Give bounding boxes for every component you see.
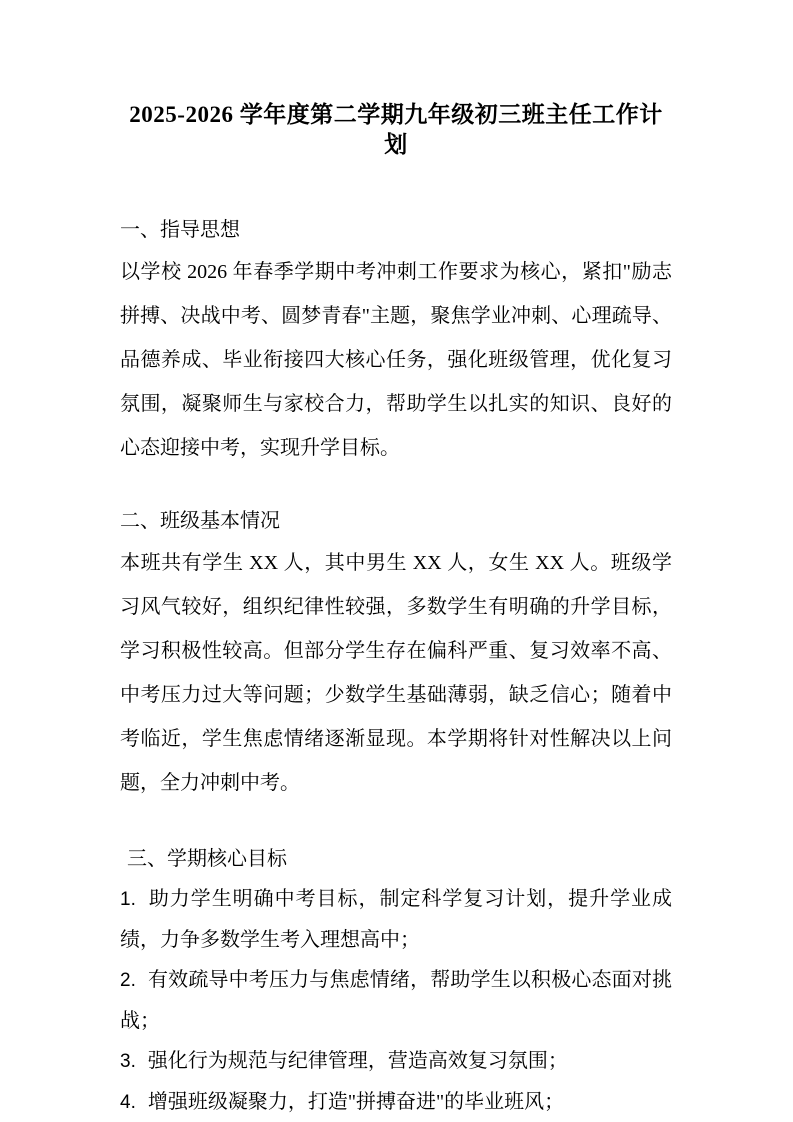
list-item-goal-2 bbox=[120, 960, 672, 1041]
list-item-text: 强化行为规范与纪律管理，营造高效复习氛围； bbox=[147, 1050, 568, 1072]
list-item-goal-4 bbox=[120, 1082, 672, 1122]
paragraph-class-situation: 本班共有学生 XX 人，其中男生 XX 人，女生 XX 人。班级学习风气较好，组织纪律性较强，多数学生有明确的升学目标，学习积极性较高。但部分学生存在偏科严重、复习效率不高、中考压力过大等问题；少数学生基础薄弱，缺乏信心；随着中考临近，学生焦虑情绪逐渐显现。本学期将针对性解决以上问题，全力冲刺中考。 bbox=[120, 552, 672, 794]
list-item-number: 1. bbox=[120, 889, 136, 910]
section-heading-guiding-ideology: 一、指导思想 bbox=[120, 219, 240, 241]
section-heading-semester-goals: 三、学期核心目标 bbox=[127, 848, 287, 870]
list-item-goal-3 bbox=[120, 1041, 672, 1082]
list-item-goal-1 bbox=[120, 879, 672, 960]
list-item-number: 4. bbox=[120, 1092, 136, 1113]
section-class-situation bbox=[120, 501, 672, 805]
document-title: 2025-2026 学年度第二学期九年级初三班主任工作计划 bbox=[129, 102, 663, 157]
list-item-number: 2. bbox=[120, 970, 136, 991]
list-item-text: 助力学生明确中考目标，制定科学复习计划，提升学业成绩，力争多数学生考入理想高中； bbox=[120, 888, 672, 951]
section-guiding-ideology bbox=[120, 210, 672, 470]
list-item-number: 3. bbox=[120, 1051, 136, 1072]
paragraph-guiding-ideology: 以学校 2026 年春季学期中考冲刺工作要求为核心，紧扣"励志拼搏、决战中考、圆梦青春"主题，聚焦学业冲刺、心理疏导、品德养成、毕业衔接四大核心任务，强化班级管理，优化复习氛围，凝聚师生与家校合力，帮助学生以扎实的知识、良好的心态迎接中考，实现升学目标。 bbox=[120, 261, 672, 459]
list-item-text: 增强班级凝聚力，打造"拼搏奋进"的毕业班风； bbox=[147, 1091, 565, 1113]
section-heading-class-situation: 二、班级基本情况 bbox=[120, 510, 280, 532]
section-semester-goals bbox=[120, 839, 672, 1122]
list-item-text: 有效疏导中考压力与焦虑情绪，帮助学生以积极心态面对挑战； bbox=[120, 969, 672, 1032]
